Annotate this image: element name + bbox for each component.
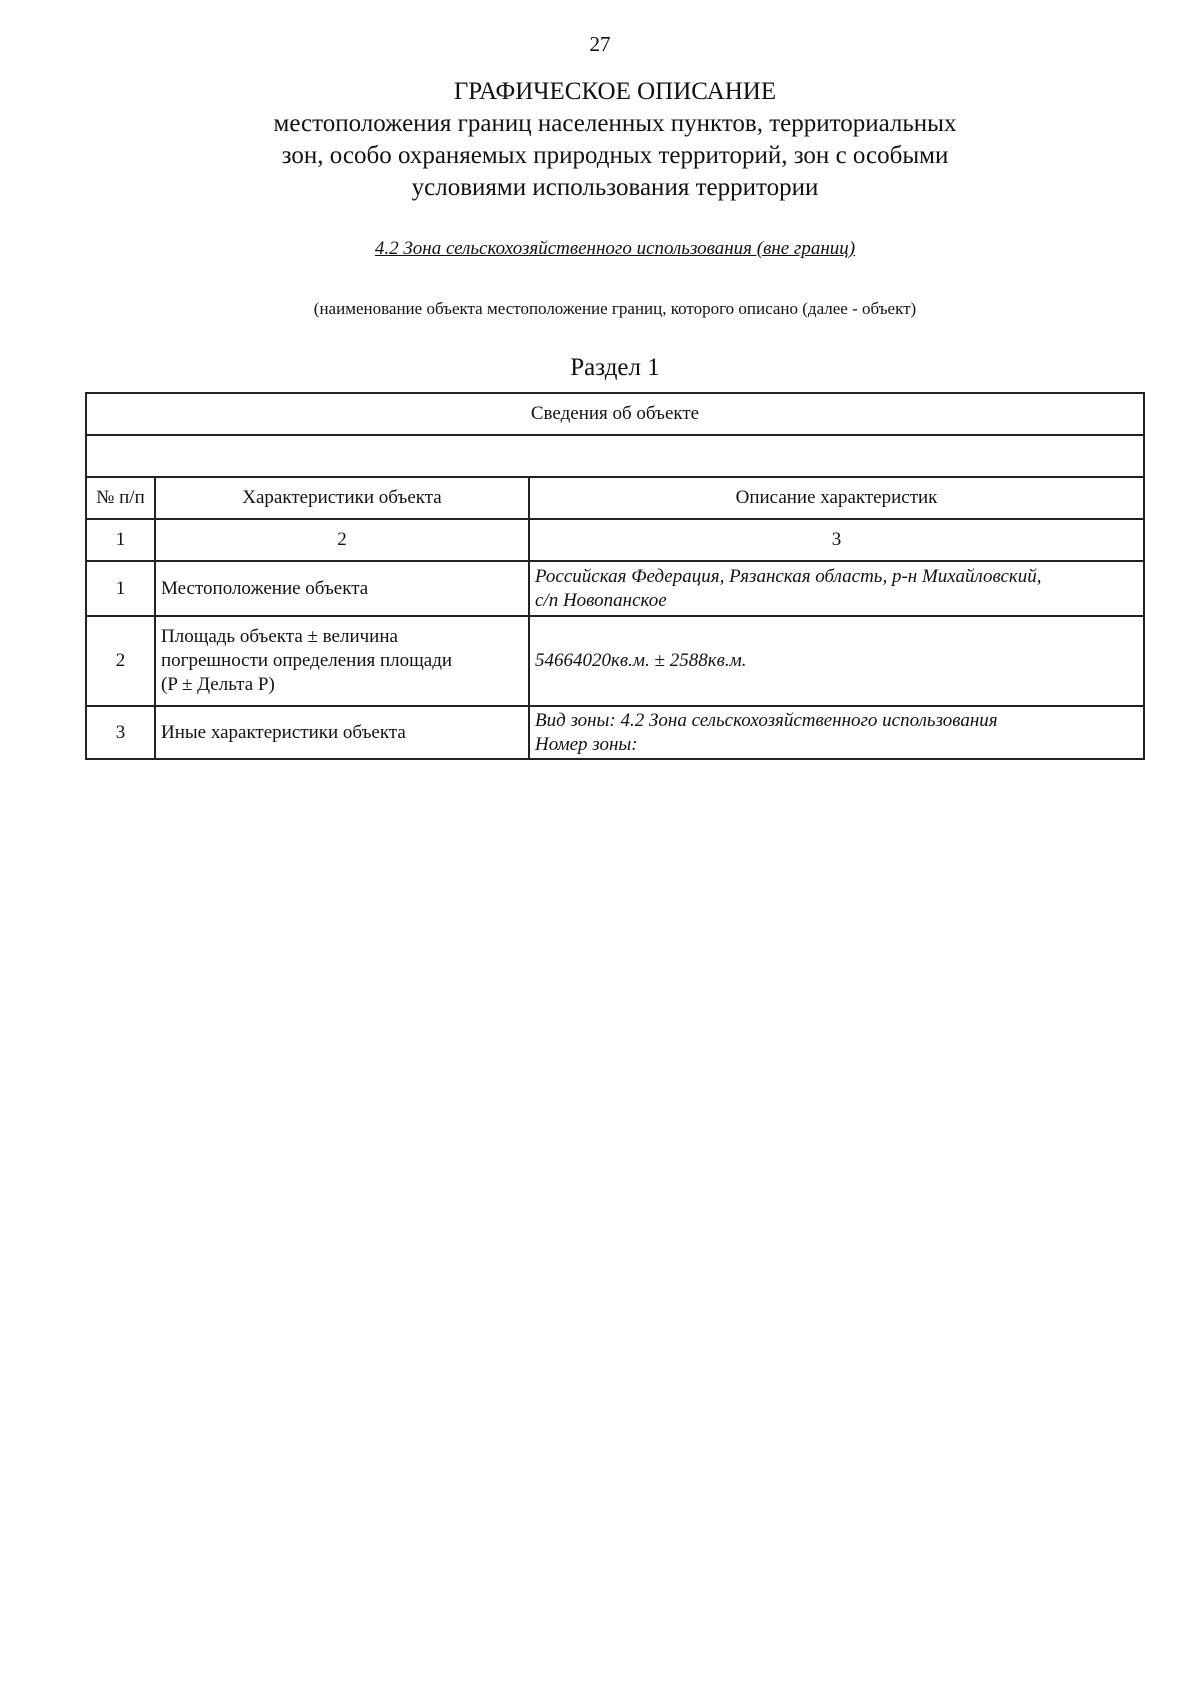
description-line: Российская Федерация, Рязанская область, р-н Михайловский, xyxy=(535,565,1042,587)
table-caption-row xyxy=(86,393,1144,435)
row-description xyxy=(529,561,1144,616)
column-number-2: 2 xyxy=(155,519,529,561)
row-num: 2 xyxy=(86,616,155,706)
row-num: 3 xyxy=(86,706,155,759)
header-num: № п/п xyxy=(86,477,155,519)
row-characteristic xyxy=(155,616,529,706)
table-header-row xyxy=(86,477,1144,519)
title-line-3: зон, особо охраняемых природных территорий, зон с особыми xyxy=(281,142,949,169)
characteristic-line: Площадь объекта ± величина xyxy=(161,626,398,647)
row-description xyxy=(529,616,1144,706)
characteristic-line: (P ± Дельта P) xyxy=(161,674,275,695)
header-characteristic: Характеристики объекта xyxy=(155,477,529,519)
row-characteristic xyxy=(155,706,529,759)
title-line-2: местоположения границ населенных пунктов, территориальных xyxy=(273,110,957,137)
title-line-4: условиями использования территории xyxy=(411,174,819,201)
table-column-number-row xyxy=(86,519,1144,561)
table-row xyxy=(86,706,1144,759)
object-name-caption: (наименование объекта местоположение границ, которого описано (далее - объект) xyxy=(313,299,917,318)
page-number: 27 xyxy=(589,32,611,56)
title-line-1: ГРАФИЧЕСКОЕ ОПИСАНИЕ xyxy=(453,78,777,105)
table-row xyxy=(86,616,1144,706)
description-line: Номер зоны: xyxy=(535,733,638,755)
row-description xyxy=(529,706,1144,759)
column-number-3: 3 xyxy=(529,519,1144,561)
characteristic-line: Местоположение объекта xyxy=(161,577,369,599)
description-line: 54664020кв.м. ± 2588кв.м. xyxy=(535,650,747,671)
characteristic-line: Иные характеристики объекта xyxy=(161,721,406,743)
table-row xyxy=(86,561,1144,616)
table-empty-row xyxy=(86,435,1144,477)
object-name: 4.2 Зона сельскохозяйственного использования (вне границ) xyxy=(374,238,856,259)
object-info-table xyxy=(85,392,1145,760)
row-characteristic xyxy=(155,561,529,616)
column-number-1: 1 xyxy=(86,519,155,561)
header-description: Описание характеристик xyxy=(529,477,1144,519)
description-line: с/п Новопанское xyxy=(535,589,667,611)
row-num: 1 xyxy=(86,561,155,616)
section-title: Раздел 1 xyxy=(570,354,660,381)
table-caption: Сведения об объекте xyxy=(86,393,1144,435)
empty-cell xyxy=(86,435,1144,477)
description-line: Вид зоны: 4.2 Зона сельскохозяйственного использования xyxy=(535,709,998,731)
characteristic-line: погрешности определения площади xyxy=(161,650,453,671)
document-title xyxy=(200,76,1030,204)
